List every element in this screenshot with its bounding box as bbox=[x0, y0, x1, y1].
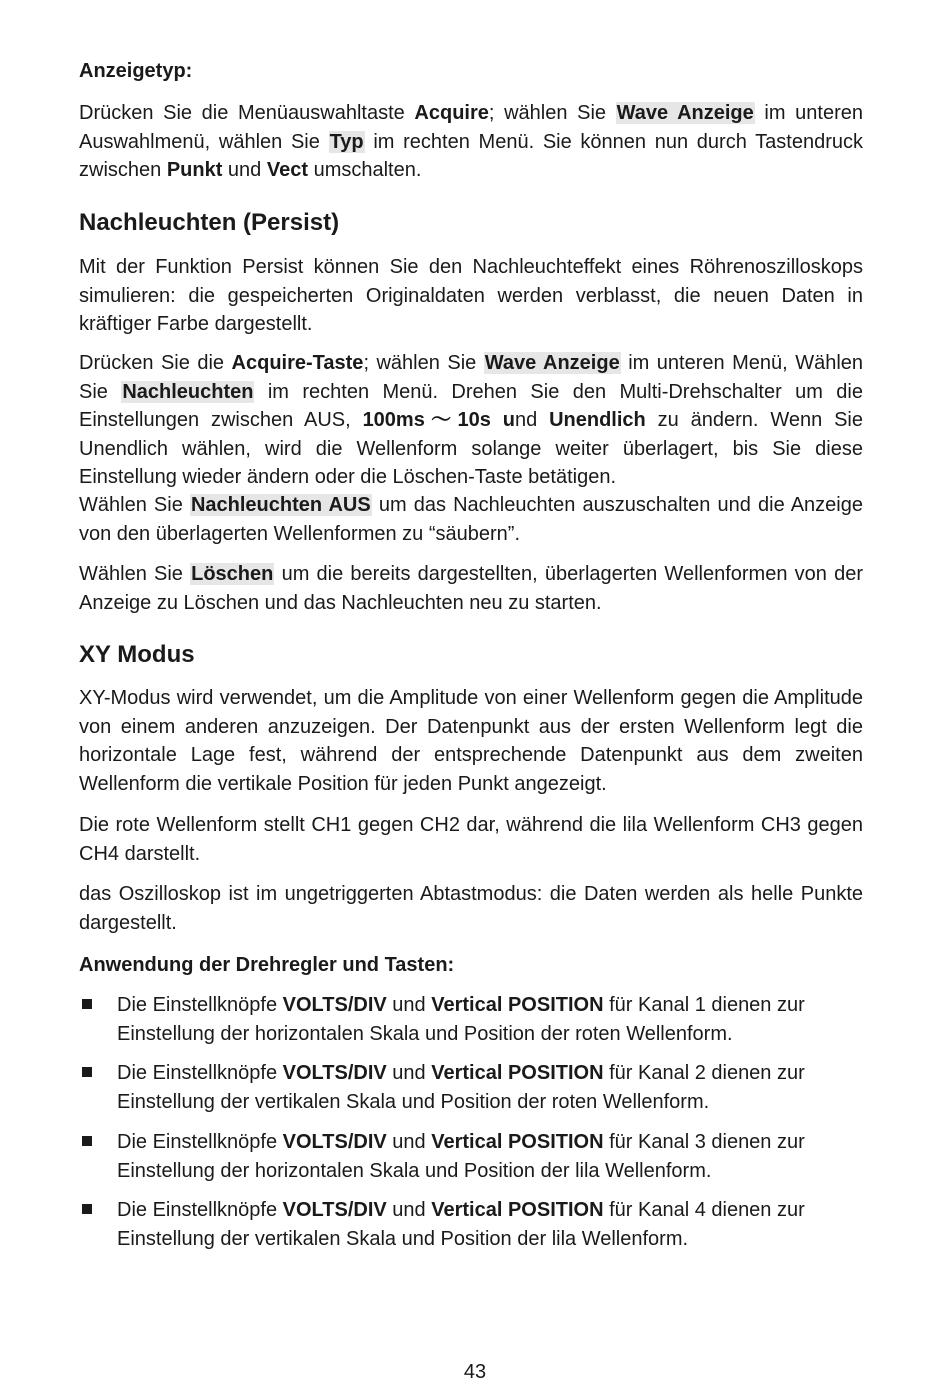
bullet-square-icon bbox=[82, 1067, 92, 1077]
bullet-square-icon bbox=[82, 999, 92, 1009]
keyword-punkt: Punkt bbox=[166, 159, 223, 181]
list-item: Die Einstellknöpfe VOLTS/DIV und Vertical POSITION für Kanal 3 dienen zur Einstellung der horizontalen Skala und Position der lila Wellenform. bbox=[79, 1128, 863, 1185]
xy-sampling-paragraph: das Oszilloskop ist im ungetriggerten Abtastmodus: die Daten werden als helle Punkte dargestellt. bbox=[79, 883, 863, 934]
list-item: Die Einstellknöpfe VOLTS/DIV und Vertical POSITION für Kanal 2 dienen zur Einstellung der vertikalen Skala und Position der roten Wellenform. bbox=[79, 1059, 863, 1116]
keyword-acquire: Acquire bbox=[414, 102, 489, 124]
menu-label-typ: Typ bbox=[329, 130, 364, 153]
persist-off-paragraph: Wählen Sie Nachleuchten AUS um das Nachleuchten auszuschalten und die Anzeige von den überlagerten Wellenformen zu “säubern”. bbox=[79, 494, 863, 545]
xy-colors-paragraph: Die rote Wellenform stellt CH1 gegen CH2 dar, während die lila Wellenform CH3 gegen CH4 darstellt. bbox=[79, 814, 863, 865]
persist-intro-paragraph: Mit der Funktion Persist können Sie den Nachleuchteffekt eines Röhrenoszilloskops simulieren: die gespeicherten Originaldaten werden verblasst, die neuen Daten in kräftiger Farbe dargestellt. bbox=[79, 256, 863, 335]
persist-heading: Nachleuchten (Persist) bbox=[79, 209, 340, 236]
display-type-heading: Anzeigetyp: bbox=[79, 60, 193, 82]
persist-instructions-paragraph: Drücken Sie die Acquire-Taste; wählen Sie Wave Anzeige im unteren Menü, Wählen Sie Nachleuchten im rechten Menü. Drehen Sie den Multi-Drehschalter um die Einstellungen zwischen AUS, 100ms～10s und Unendlich zu ändern. Wenn Sie Unendlich wählen, wird die Wellenform solange weiter überlagert, bis Sie diese Einstellung wieder ändern oder die Löschen-Taste betätigen. bbox=[79, 352, 864, 488]
xy-heading: XY Modus bbox=[79, 641, 195, 668]
xy-usage-heading: Anwendung der Drehregler und Tasten: bbox=[79, 954, 455, 976]
menu-label-wave-anzeige: Wave Anzeige bbox=[616, 102, 754, 124]
bullet-square-icon bbox=[82, 1204, 92, 1214]
persist-clear-paragraph: Wählen Sie Löschen um die bereits dargestellten, überlagerten Wellenformen von der Anzeige zu Löschen und das Nachleuchten neu zu starten. bbox=[79, 563, 863, 614]
display-type-paragraph: Drücken Sie die Menüauswahltaste Acquire; wählen Sie Wave Anzeige im unteren Auswahlmenü, wählen Sie Typ im rechten Menü. Sie können nun durch Tastendruck zwischen Punkt und Vect umschalten. bbox=[79, 102, 863, 181]
page-number: 43 bbox=[463, 1361, 487, 1383]
keyword-vect: Vect bbox=[266, 159, 309, 181]
list-item: Die Einstellknöpfe VOLTS/DIV und Vertical POSITION für Kanal 4 dienen zur Einstellung der vertikalen Skala und Position der lila Wellenform. bbox=[79, 1196, 863, 1253]
bullet-square-icon bbox=[82, 1136, 92, 1146]
xy-intro-paragraph: XY-Modus wird verwendet, um die Amplitude von einer Wellenform gegen die Amplitude von einem anderen anzuzeigen. Der Datenpunkt aus der ersten Wellenform legt die horizontale Lage fest, während der entsprechende Datenpunkt aus dem zweiten Wellenform die vertikale Position für jeden Punkt angezeigt. bbox=[79, 687, 863, 795]
list-item: Die Einstellknöpfe VOLTS/DIV und Vertical POSITION für Kanal 1 dienen zur Einstellung der horizontalen Skala und Position der roten Wellenform. bbox=[79, 991, 863, 1048]
